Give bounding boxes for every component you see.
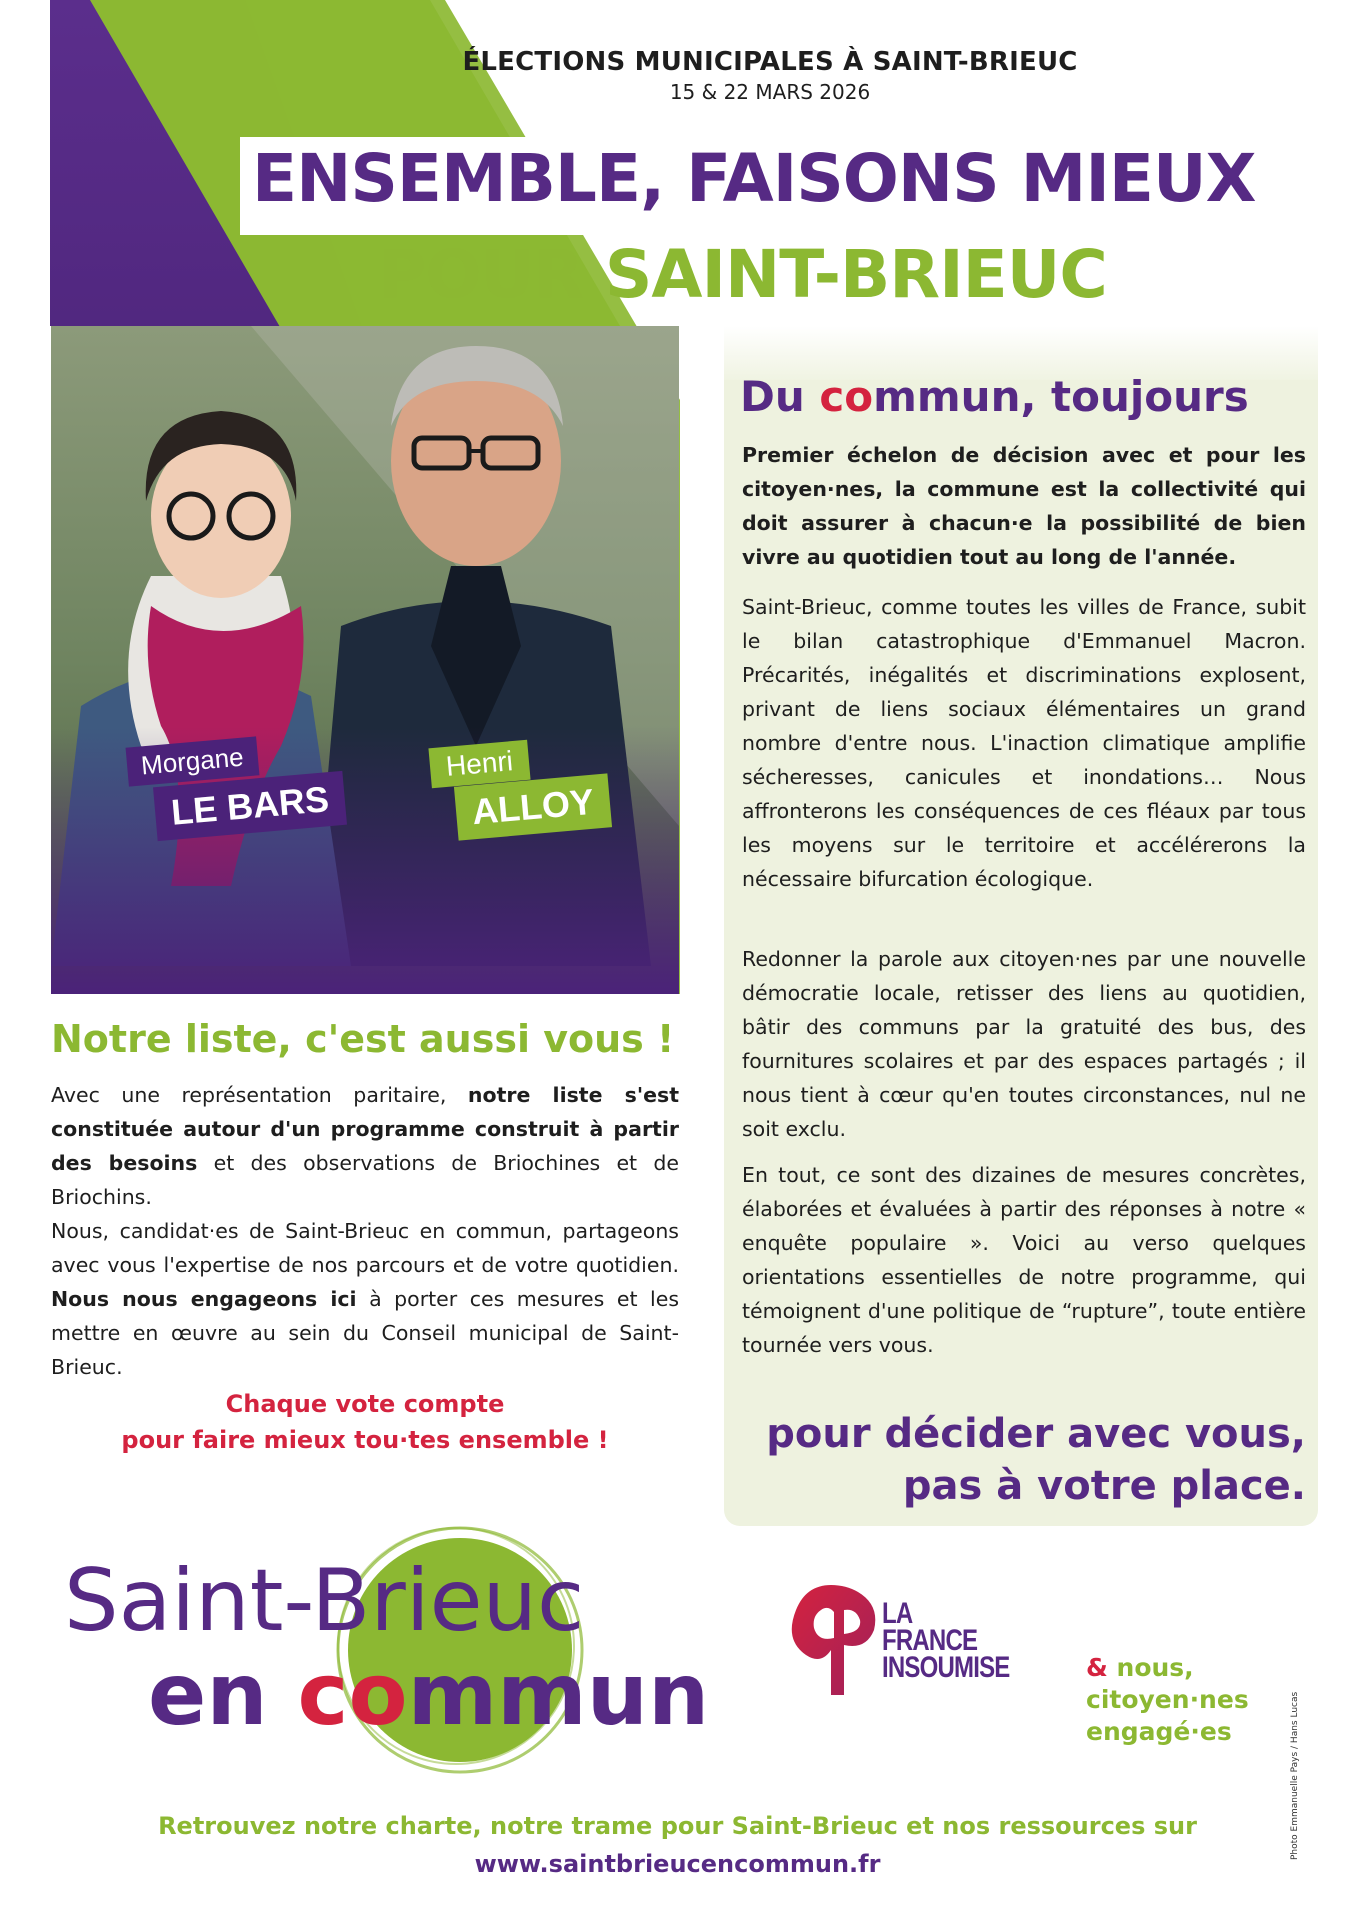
right-column-title: Du commun, toujours	[740, 372, 1249, 421]
logo-line-1: Saint-Brieuc	[64, 1551, 585, 1651]
candidates-photo	[51, 326, 679, 994]
footer-website-link[interactable]: www.saintbrieucencommun.fr	[474, 1850, 881, 1878]
right-column-lead: Premier échelon de décision avec et pour les citoyen·nes, la commune est la collectivité qui doit assurer à chacun·e la possibilité de bien vivre au quotidien tout au long de l'année.	[742, 443, 1306, 569]
election-date: 15 & 22 MARS 2026	[669, 80, 871, 104]
right-column-slogan: pour décider avec vous, pas à votre place.	[766, 1411, 1306, 1509]
candidate-2-first-name: Henri	[428, 740, 530, 788]
nous-citoyennes-engagees: & nous, citoyen·nes engagé·es	[1086, 1653, 1249, 1746]
footer-text: Retrouvez notre charte, notre trame pour Saint-Brieuc et nos ressources sur	[158, 1812, 1197, 1840]
election-heading: ÉLECTIONS MUNICIPALES À SAINT-BRIEUC	[462, 47, 1078, 77]
candidate-1-first-name: Morgane	[126, 736, 260, 786]
left-column-paragraph-1: Avec une représentation paritaire, notre liste s'est constituée autour d'un programme construit à partir des besoins et des observations de Briochines et de Briochins.	[51, 1083, 680, 1209]
right-column-paragraph-2: Redonner la parole aux citoyen·nes par une nouvelle démocratie locale, retisser des liens au quotidien, bâtir des communs par la gratuité des bus, des fournitures scolaires et par des espaces partagés ; il nous tient à cœur qu'en toutes circonstances, nul ne soit exclu.	[742, 947, 1306, 1141]
phi-icon	[776, 1580, 886, 1700]
candidate-1-last-name: LE BARS	[153, 771, 347, 841]
call-to-vote: Chaque vote compte pour faire mieux tou·tes ensemble !	[121, 1390, 609, 1454]
right-column-paragraph-3: En tout, ce sont des dizaines de mesures concrètes, élaborées et évaluées à partir des réponses à notre « enquête populaire ». Voici au verso quelques orientations essentielles de notre programme, qui témoignent d'une politique de “rupture”, toute entière tournée vers vous.	[742, 1163, 1306, 1357]
left-column-title: Notre liste, c'est aussi vous !	[51, 1017, 675, 1061]
right-column-paragraph-1: Saint-Brieuc, comme toutes les villes de France, subit le bilan catastrophique d'Emmanuel Macron. Précarités, inégalités et discriminations explosent, privant de liens sociaux élémentaires un grand nombre d'entre nous. L'inaction climatique amplifie sécheresses, canicules et inondations… Nous affronterons les conséquences de ces fléaux par tous les moyens sur le territoire et accélérerons la nécessaire bifurcation écologique.	[742, 595, 1306, 891]
main-title-line-1: ENSEMBLE, FAISONS MIEUX	[252, 140, 1256, 217]
logo-line-2: en commun	[148, 1645, 710, 1745]
photo-credit: Photo Emmanuelle Pays / Hans Lucas	[1290, 1691, 1300, 1860]
candidate-2-last-name: ALLOY	[454, 773, 612, 840]
main-title-line-2: POUR SAINT-BRIEUC	[378, 236, 1107, 313]
left-column-paragraph-2: Nous, candidat·es de Saint-Brieuc en commun, partageons avec vous l'expertise de nos parcours et de votre quotidien. Nous nous engageons ici à porter ces mesures et les mettre en œuvre au sein du Conseil municipal de Saint-Brieuc.	[51, 1219, 679, 1379]
saint-brieuc-en-commun-logo	[60, 1522, 740, 1782]
lfi-wordmark: LA FRANCE INSOUMISE	[882, 1597, 1010, 1684]
